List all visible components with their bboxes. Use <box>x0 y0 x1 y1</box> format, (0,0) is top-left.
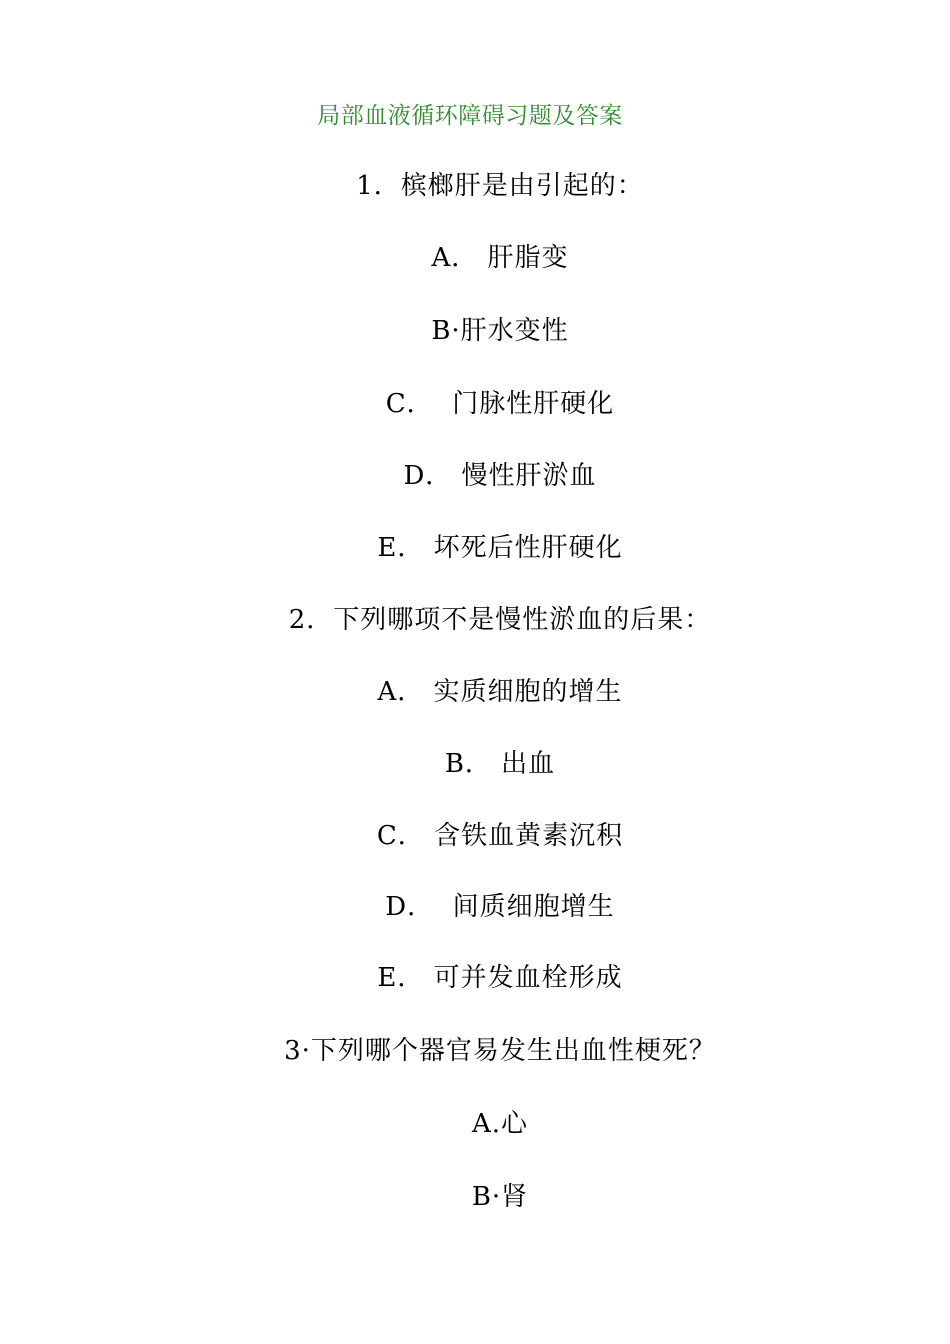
question-2-option-d: D． 间质细胞增生 <box>385 892 615 922</box>
question-1-option-b: B·肝水变性 <box>431 316 569 346</box>
question-3-option-b: B·肾 <box>471 1182 529 1212</box>
question-1-option-e: E． 坏死后性肝硬化 <box>377 533 623 563</box>
question-1: 1．槟榔肝是由引起的： <box>356 171 644 201</box>
question-3-option-a: A.心 <box>471 1109 529 1139</box>
document-title: 局部血液循环障碍习题及答案 <box>317 103 623 129</box>
question-2: 2．下列哪项不是慢性淤血的后果： <box>288 605 712 635</box>
question-3: 3·下列哪个器官易发生出血性梗死？ <box>284 1036 716 1066</box>
question-2-option-c: C． 含铁血黄素沉积 <box>376 821 624 851</box>
question-1-option-a: A． 肝脂变 <box>431 243 569 273</box>
question-2-option-b: B． 出血 <box>444 749 556 779</box>
question-2-option-a: A． 实质细胞的增生 <box>377 677 623 707</box>
question-2-option-e: E． 可并发血栓形成 <box>377 963 623 993</box>
question-1-option-d: D． 慢性肝淤血 <box>403 461 597 491</box>
question-1-option-c: C． 门脉性肝硬化 <box>385 389 615 419</box>
